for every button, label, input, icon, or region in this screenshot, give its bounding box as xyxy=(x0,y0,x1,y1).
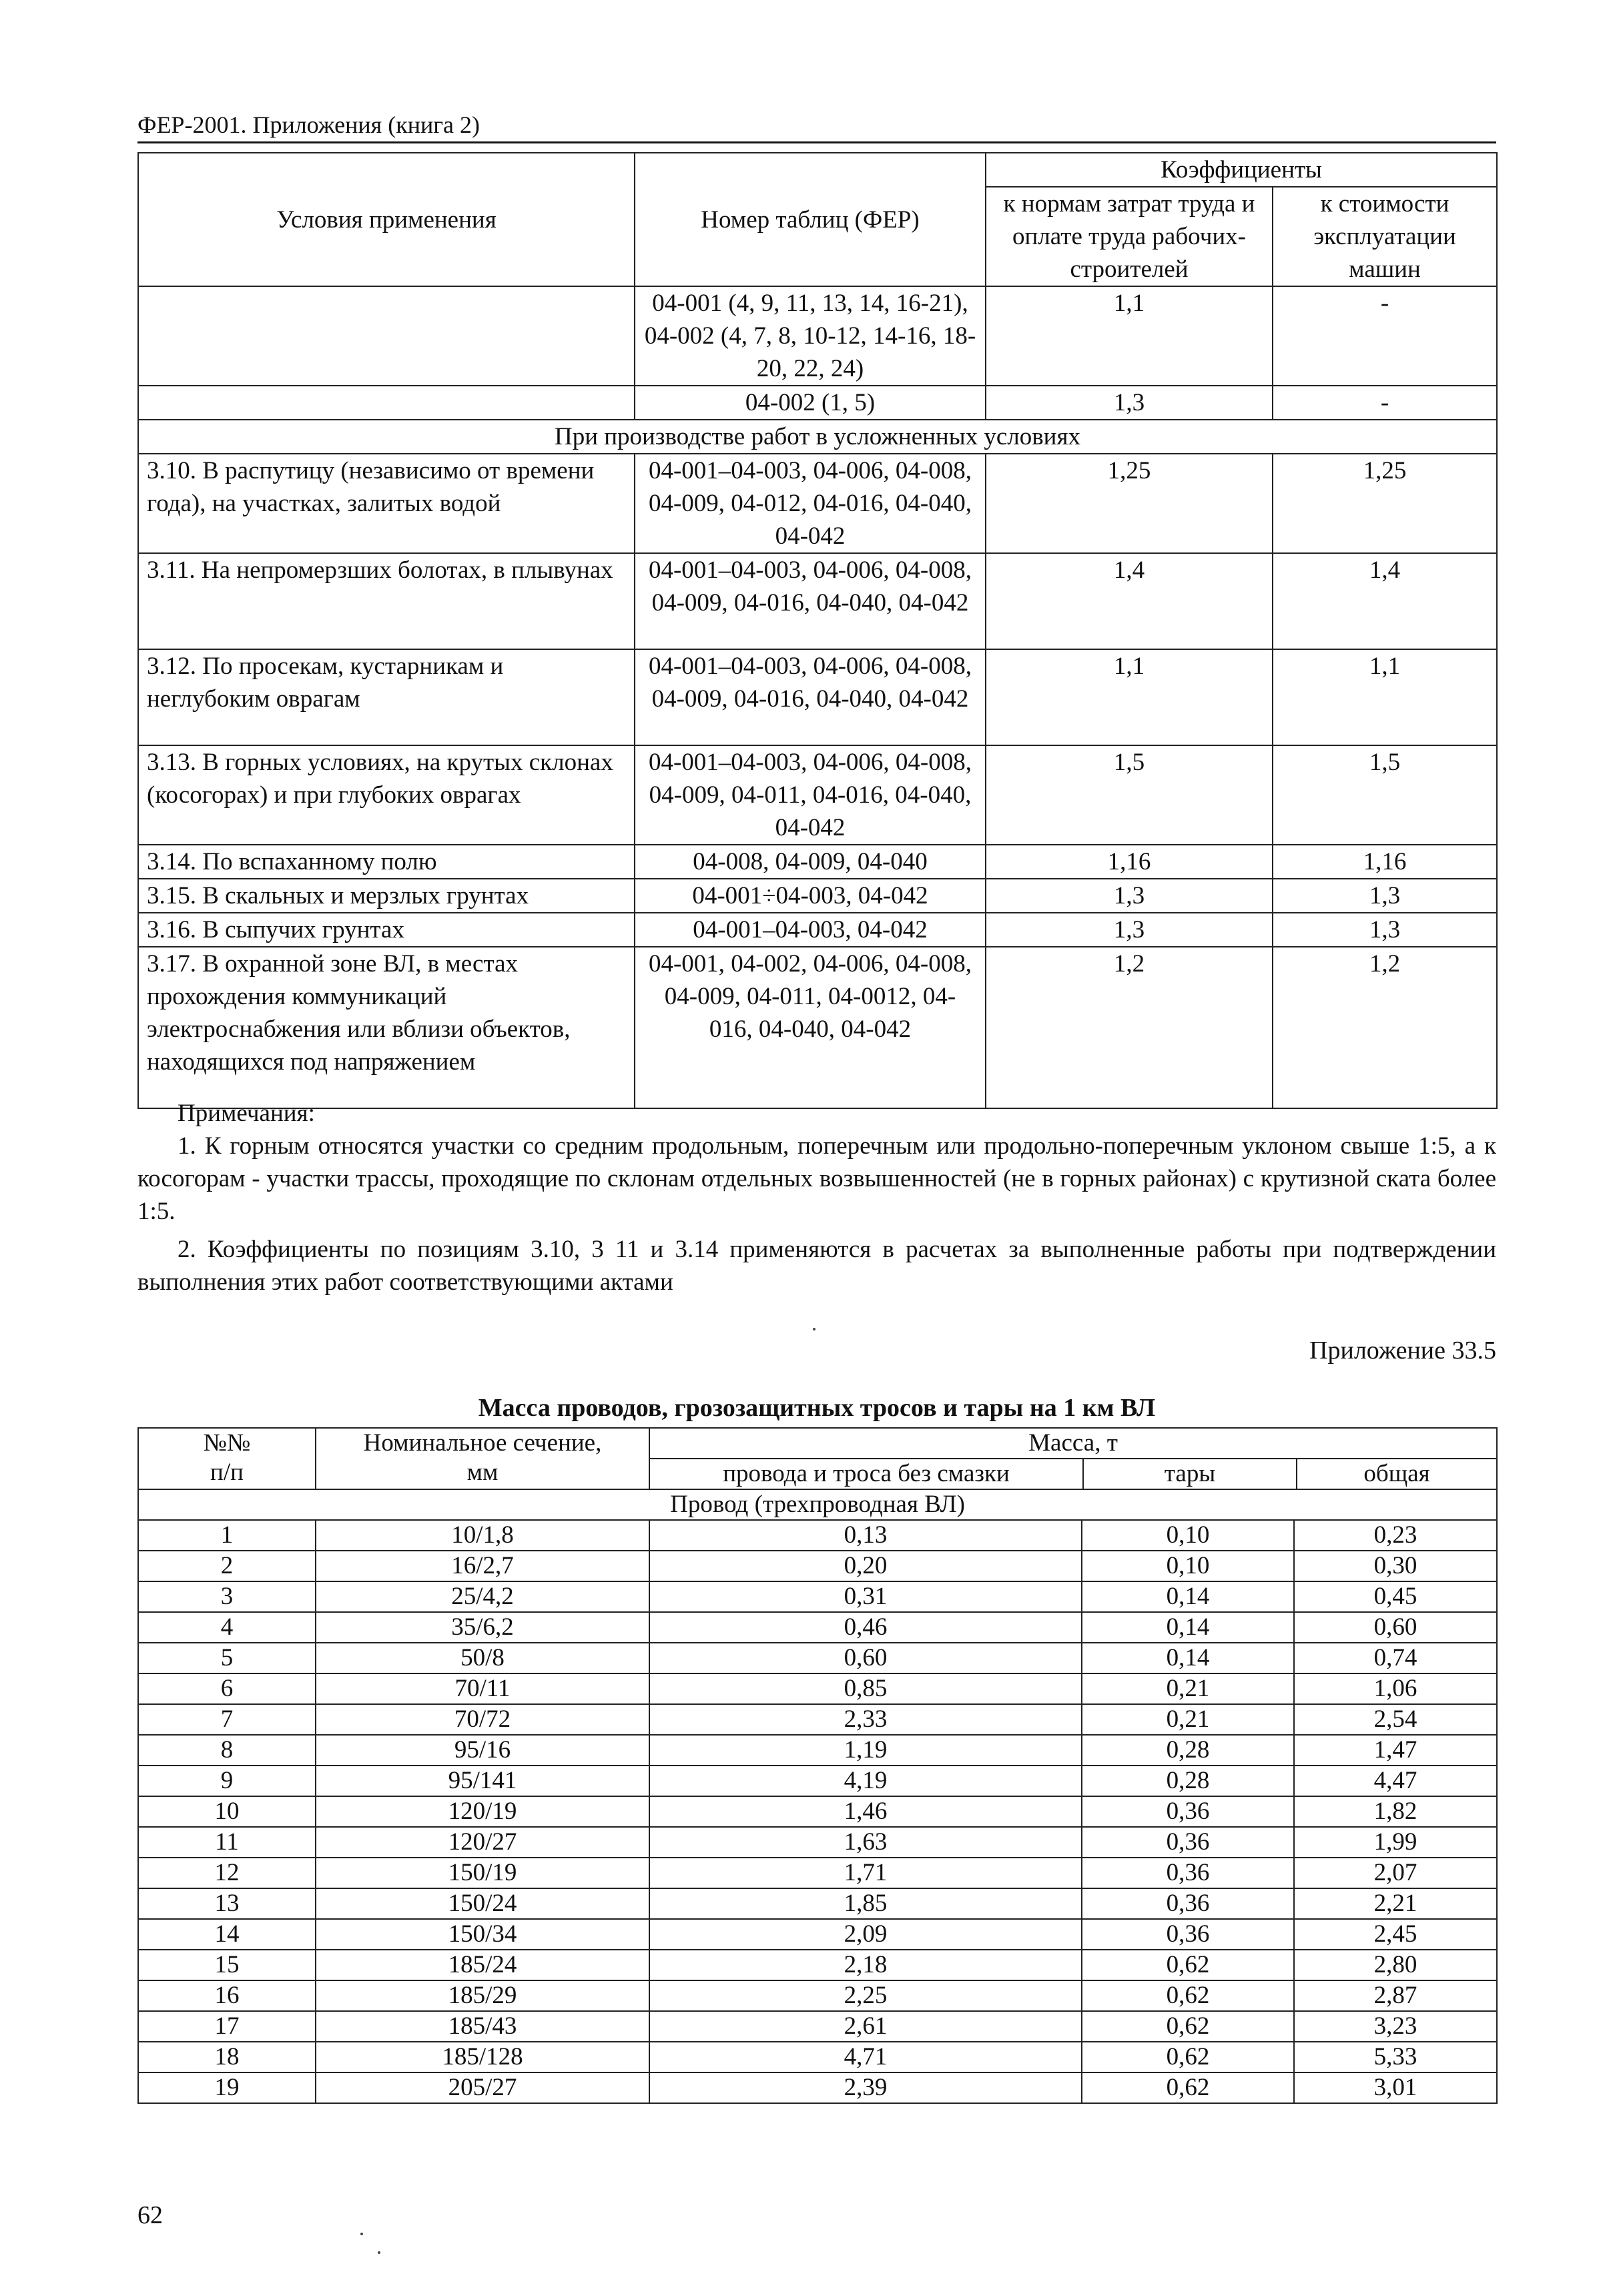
mass-cell-tare: 0,36 xyxy=(1082,1827,1294,1858)
mass-cell-wire: 2,18 xyxy=(649,1950,1082,1980)
scan-speck xyxy=(378,2251,380,2254)
mass-cell-wire: 0,46 xyxy=(649,1612,1082,1643)
mass-cell-section: 150/24 xyxy=(316,1888,649,1919)
col-header-mass-group xyxy=(649,1428,1497,1489)
table-numbers-cell: 04-001–04-003, 04-006, 04-008, 04-009, 04-012, 04-016, 04-040, 04-042 xyxy=(635,454,986,553)
coef-top-row xyxy=(138,386,1497,420)
mass-cell-no: 5 xyxy=(138,1643,316,1673)
table-row xyxy=(138,1888,1497,1919)
col-header-total: общая xyxy=(1363,1460,1430,1487)
mass-cell-section: 150/34 xyxy=(316,1919,649,1950)
table-row xyxy=(138,1735,1497,1766)
mass-cell-wire: 1,63 xyxy=(649,1827,1082,1858)
mass-cell-section: 185/29 xyxy=(316,1980,649,2011)
mass-cell-no: 18 xyxy=(138,2042,316,2072)
mass-cell-total: 2,54 xyxy=(1294,1704,1497,1735)
mass-cell-section: 70/11 xyxy=(316,1673,649,1704)
mass-cell-no: 2 xyxy=(138,1551,316,1581)
mass-cell-tare: 0,62 xyxy=(1082,2072,1294,2103)
mass-cell-wire: 0,13 xyxy=(649,1520,1082,1551)
table-row xyxy=(138,1766,1497,1796)
table-row xyxy=(138,1919,1497,1950)
machine-coef-cell: - xyxy=(1273,386,1497,420)
mass-cell-wire: 1,71 xyxy=(649,1858,1082,1888)
condition-row xyxy=(138,649,1497,745)
col-header-machines: к стоимости эксплуатации машин xyxy=(1273,187,1497,286)
table-row xyxy=(138,1980,1497,2011)
condition-row xyxy=(138,553,1497,649)
table-row xyxy=(138,1704,1497,1735)
mass-cell-section: 185/128 xyxy=(316,2042,649,2072)
mass-cell-tare: 0,36 xyxy=(1082,1796,1294,1827)
mass-cell-wire: 0,31 xyxy=(649,1581,1082,1612)
table-row xyxy=(138,1796,1497,1827)
coef-top-empty xyxy=(138,286,635,386)
mass-cell-wire: 2,61 xyxy=(649,2011,1082,2042)
mass-cell-total: 0,45 xyxy=(1294,1581,1497,1612)
mass-cell-wire: 4,19 xyxy=(649,1766,1082,1796)
table-numbers-cell: 04-001÷04-003, 04-042 xyxy=(635,879,986,913)
mass-cell-no: 10 xyxy=(138,1796,316,1827)
note-item: 2. Коэффициенты по позициям 3.10, 3 11 и 3.14 применяются в расчетах за выполненные работы при подтверждении выполнения этих работ соответствующими актами xyxy=(137,1236,1496,1296)
mass-cell-total: 5,33 xyxy=(1294,2042,1497,2072)
labor-coef-cell: 1,16 xyxy=(986,845,1273,879)
mass-cell-tare: 0,62 xyxy=(1082,2042,1294,2072)
condition-cell: 3.15. В скальных и мерзлых грунтах xyxy=(138,879,635,913)
scan-speck xyxy=(360,2233,363,2235)
condition-row xyxy=(138,454,1497,553)
machine-coef-cell: 1,3 xyxy=(1273,913,1497,947)
machine-coef-cell: 1,3 xyxy=(1273,879,1497,913)
mass-cell-wire: 1,46 xyxy=(649,1796,1082,1827)
col-header-section xyxy=(316,1428,649,1489)
mass-cell-wire: 2,39 xyxy=(649,2072,1082,2103)
mass-cell-tare: 0,62 xyxy=(1082,1950,1294,1980)
mass-cell-wire: 0,85 xyxy=(649,1673,1082,1704)
mass-cell-tare: 0,14 xyxy=(1082,1612,1294,1643)
coef-top-row xyxy=(138,286,1497,386)
mass-cell-no: 11 xyxy=(138,1827,316,1858)
mass-cell-wire: 0,20 xyxy=(649,1551,1082,1581)
mass-cell-total: 2,80 xyxy=(1294,1950,1497,1980)
table-row xyxy=(138,1827,1497,1858)
mass-cell-wire: 2,09 xyxy=(649,1919,1082,1950)
mass-cell-tare: 0,36 xyxy=(1082,1858,1294,1888)
mass-cell-tare: 0,62 xyxy=(1082,1980,1294,2011)
mass-section-row: Провод (трехпроводная ВЛ) xyxy=(138,1489,1497,1520)
labor-coef-cell: 1,4 xyxy=(986,553,1273,649)
mass-cell-total: 1,99 xyxy=(1294,1827,1497,1858)
condition-cell: 3.10. В распутицу (независимо от времени года), на участках, залитых водой xyxy=(138,454,635,553)
mass-cell-no: 12 xyxy=(138,1858,316,1888)
mass-cell-section: 150/19 xyxy=(316,1858,649,1888)
col-header-number xyxy=(138,1428,316,1489)
machine-coef-cell: 1,1 xyxy=(1273,649,1497,745)
mass-cell-total: 2,21 xyxy=(1294,1888,1497,1919)
table-numbers-cell: 04-001 (4, 9, 11, 13, 14, 16-21), 04-002 (4, 7, 8, 10-12, 14-16, 18-20, 22, 24) xyxy=(635,286,986,386)
labor-coef-cell: 1,3 xyxy=(986,913,1273,947)
mass-cell-section: 25/4,2 xyxy=(316,1581,649,1612)
mass-cell-wire: 2,33 xyxy=(649,1704,1082,1735)
page-number: 62 xyxy=(137,2201,163,2229)
mass-cell-no: 16 xyxy=(138,1980,316,2011)
mass-cell-section: 185/24 xyxy=(316,1950,649,1980)
col-header-labor: к нормам затрат труда и оплате труда рабочих-строителей xyxy=(986,187,1273,286)
condition-cell: 3.11. На непромерзших болотах, в плывунах xyxy=(138,553,635,649)
col-header-wire: провода и троса без смазки xyxy=(650,1459,1084,1489)
mass-cell-section: 95/141 xyxy=(316,1766,649,1796)
coefficients-table xyxy=(137,152,1498,1109)
mass-cell-total: 0,74 xyxy=(1294,1643,1497,1673)
table-numbers-cell: 04-001–04-003, 04-042 xyxy=(635,913,986,947)
scan-speck xyxy=(813,1328,816,1330)
labor-coef-cell: 1,3 xyxy=(986,879,1273,913)
mass-cell-section: 70/72 xyxy=(316,1704,649,1735)
mass-cell-no: 13 xyxy=(138,1888,316,1919)
table-numbers-cell: 04-001–04-003, 04-006, 04-008, 04-009, 04-016, 04-040, 04-042 xyxy=(635,649,986,745)
header-rule xyxy=(137,141,1496,143)
mass-cell-total: 1,47 xyxy=(1294,1735,1497,1766)
mass-cell-total: 1,82 xyxy=(1294,1796,1497,1827)
condition-row xyxy=(138,745,1497,845)
machine-coef-cell: 1,4 xyxy=(1273,553,1497,649)
machine-coef-cell: - xyxy=(1273,286,1497,386)
mass-cell-section: 16/2,7 xyxy=(316,1551,649,1581)
mass-cell-total: 0,60 xyxy=(1294,1612,1497,1643)
col-header-table-number: Номер таблиц (ФЕР) xyxy=(635,153,986,286)
table-numbers-cell: 04-001, 04-002, 04-006, 04-008, 04-009, 04-011, 04-0012, 04-016, 04-040, 04-042 xyxy=(635,947,986,1108)
mass-cell-wire: 0,60 xyxy=(649,1643,1082,1673)
table-row xyxy=(138,1551,1497,1581)
mass-cell-total: 3,01 xyxy=(1294,2072,1497,2103)
notes-block xyxy=(137,1097,1496,1298)
mass-cell-tare: 0,10 xyxy=(1082,1551,1294,1581)
note-item: 1. К горным относятся участки со средним продольным, поперечным или продольно-поперечным уклоном свыше 1:5, а к косогорам - участки трассы, проходящие по склонам отдельных возвышенностей (не в горных районах) с крутизной ската более 1:5. xyxy=(137,1132,1496,1225)
col-header-mass: Масса, т xyxy=(650,1429,1496,1459)
mass-cell-tare: 0,28 xyxy=(1082,1766,1294,1796)
table-row xyxy=(138,2042,1497,2072)
labor-coef-cell: 1,5 xyxy=(986,745,1273,845)
table-numbers-cell: 04-001–04-003, 04-006, 04-008, 04-009, 04-011, 04-016, 04-040, 04-042 xyxy=(635,745,986,845)
col-header-conditions: Условия применения xyxy=(138,153,635,286)
condition-cell: 3.13. В горных условиях, на крутых склонах (косогорах) и при глубоких оврагах xyxy=(138,745,635,845)
section-row xyxy=(138,420,1497,454)
condition-row xyxy=(138,845,1497,879)
machine-coef-cell: 1,2 xyxy=(1273,947,1497,1108)
mass-cell-section: 205/27 xyxy=(316,2072,649,2103)
labor-coef-cell: 1,1 xyxy=(986,649,1273,745)
section-title: При производстве работ в усложненных условиях xyxy=(138,420,1497,454)
machine-coef-cell: 1,16 xyxy=(1273,845,1497,879)
notes-title: Примечания: xyxy=(178,1100,315,1127)
labor-coef-cell: 1,2 xyxy=(986,947,1273,1108)
mass-cell-tare: 0,62 xyxy=(1082,2011,1294,2042)
mass-cell-tare: 0,14 xyxy=(1082,1643,1294,1673)
mass-cell-tare: 0,21 xyxy=(1082,1704,1294,1735)
condition-row xyxy=(138,947,1497,1108)
mass-cell-tare: 0,36 xyxy=(1082,1919,1294,1950)
col-header-tare: тары xyxy=(1084,1459,1297,1489)
mass-cell-no: 7 xyxy=(138,1704,316,1735)
mass-table xyxy=(137,1427,1498,2104)
mass-cell-total: 0,30 xyxy=(1294,1551,1497,1581)
col-header-section-line2: мм xyxy=(466,1459,499,1486)
mass-table-title: Масса проводов, грозозащитных тросов и тары на 1 км ВЛ xyxy=(478,1394,1156,1422)
col-header-coefficients: Коэффициенты xyxy=(986,153,1497,187)
mass-cell-wire: 1,85 xyxy=(649,1888,1082,1919)
mass-cell-no: 8 xyxy=(138,1735,316,1766)
col-header-number-line2: п/п xyxy=(210,1459,244,1486)
table-row xyxy=(138,1858,1497,1888)
table-row xyxy=(138,1673,1497,1704)
mass-cell-no: 3 xyxy=(138,1581,316,1612)
mass-cell-section: 120/27 xyxy=(316,1827,649,1858)
page-header: ФЕР-2001. Приложения (книга 2) xyxy=(137,111,480,138)
mass-cell-no: 15 xyxy=(138,1950,316,1980)
table-numbers-cell: 04-008, 04-009, 04-040 xyxy=(635,845,986,879)
mass-cell-no: 6 xyxy=(138,1673,316,1704)
machine-coef-cell: 1,5 xyxy=(1273,745,1497,845)
mass-cell-tare: 0,21 xyxy=(1082,1673,1294,1704)
mass-cell-tare: 0,36 xyxy=(1082,1888,1294,1919)
mass-cell-tare: 0,10 xyxy=(1082,1520,1294,1551)
mass-cell-wire: 2,25 xyxy=(649,1980,1082,2011)
mass-cell-no: 19 xyxy=(138,2072,316,2103)
mass-cell-tare: 0,28 xyxy=(1082,1735,1294,1766)
mass-cell-section: 120/19 xyxy=(316,1796,649,1827)
mass-cell-no: 4 xyxy=(138,1612,316,1643)
table-row xyxy=(138,1581,1497,1612)
table-numbers-cell: 04-001–04-003, 04-006, 04-008, 04-009, 04-016, 04-040, 04-042 xyxy=(635,553,986,649)
machine-coef-cell: 1,25 xyxy=(1273,454,1497,553)
mass-cell-no: 1 xyxy=(138,1520,316,1551)
labor-coef-cell: 1,25 xyxy=(986,454,1273,553)
coef-top-empty xyxy=(138,386,635,420)
mass-cell-section: 35/6,2 xyxy=(316,1612,649,1643)
mass-cell-total: 1,06 xyxy=(1294,1673,1497,1704)
mass-cell-no: 17 xyxy=(138,2011,316,2042)
col-header-number-line1: №№ xyxy=(203,1429,251,1457)
mass-cell-wire: 1,19 xyxy=(649,1735,1082,1766)
table-row xyxy=(138,1520,1497,1551)
table-row xyxy=(138,1950,1497,1980)
condition-cell: 3.12. По просекам, кустарникам и неглубоким оврагам xyxy=(138,649,635,745)
table-row xyxy=(138,1612,1497,1643)
labor-coef-cell: 1,3 xyxy=(986,386,1273,420)
mass-cell-total: 2,07 xyxy=(1294,1858,1497,1888)
condition-cell: 3.16. В сыпучих грунтах xyxy=(138,913,635,947)
table-row xyxy=(138,2011,1497,2042)
mass-cell-section: 95/16 xyxy=(316,1735,649,1766)
condition-cell: 3.14. По вспаханному полю xyxy=(138,845,635,879)
labor-coef-cell: 1,1 xyxy=(986,286,1273,386)
mass-cell-section: 50/8 xyxy=(316,1643,649,1673)
mass-cell-no: 14 xyxy=(138,1919,316,1950)
mass-cell-total: 0,23 xyxy=(1294,1520,1497,1551)
condition-row xyxy=(138,879,1497,913)
table-row xyxy=(138,2072,1497,2103)
mass-cell-total: 2,45 xyxy=(1294,1919,1497,1950)
mass-cell-total: 3,23 xyxy=(1294,2011,1497,2042)
mass-cell-section: 10/1,8 xyxy=(316,1520,649,1551)
appendix-label: Приложение 33.5 xyxy=(1309,1336,1496,1365)
mass-cell-no: 9 xyxy=(138,1766,316,1796)
table-numbers-cell: 04-002 (1, 5) xyxy=(635,386,986,420)
mass-cell-wire: 4,71 xyxy=(649,2042,1082,2072)
mass-cell-section: 185/43 xyxy=(316,2011,649,2042)
mass-cell-total: 2,87 xyxy=(1294,1980,1497,2011)
condition-row xyxy=(138,913,1497,947)
condition-cell: 3.17. В охранной зоне ВЛ, в местах прохождения коммуникаций электроснабжения или вблизи объектов, находящихся под напряжением xyxy=(138,947,635,1108)
mass-cell-total: 4,47 xyxy=(1294,1766,1497,1796)
table-row xyxy=(138,1643,1497,1673)
mass-cell-tare: 0,14 xyxy=(1082,1581,1294,1612)
col-header-section-line1: Номинальное сечение, xyxy=(363,1429,602,1457)
